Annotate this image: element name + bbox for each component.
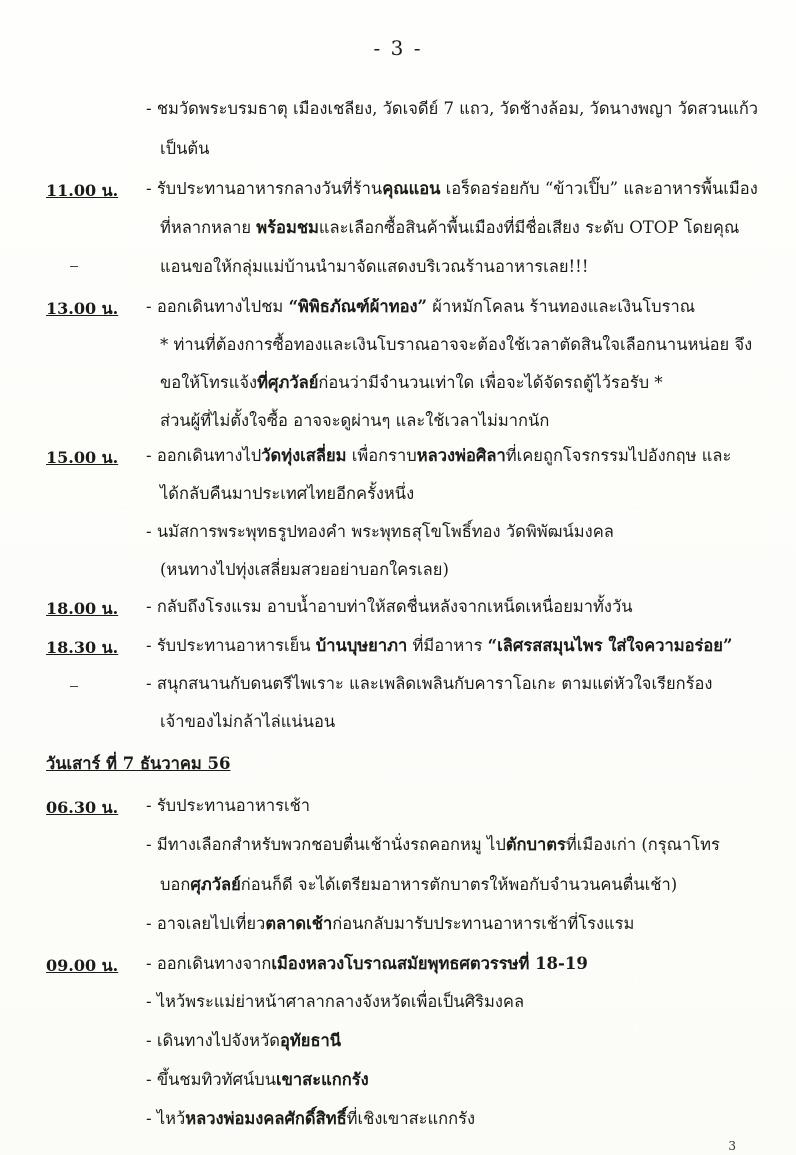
emphasis-text: ตลาดเช้า: [265, 914, 333, 933]
emphasis-text: เมืองหลวงโบราณสมัยพุทธศตวรรษที่ 18-19: [271, 954, 588, 973]
emphasis-text: “เลิศรสสมุนไพร ใส่ใจความอร่อย”: [487, 636, 733, 655]
itinerary-line: [160, 410, 549, 432]
itinerary-line: [146, 178, 758, 200]
itinerary-line: [160, 334, 752, 356]
page-number: - 3 -: [373, 36, 423, 60]
time-label: 18.30 น.: [46, 638, 119, 657]
line-text: - ออกเดินทางไป: [146, 446, 262, 465]
line-text: เจ้าของไม่กล้าไล่แน่นอน: [160, 712, 336, 731]
line-text: ผ้าหมักโคลน ร้านทองและเงินโบราณ: [427, 297, 696, 316]
emphasis-text: บ้านบุษยาภา: [315, 636, 408, 655]
itinerary-line: [146, 521, 614, 543]
line-text: - กลับถึงโรงแรม อาบน้ำอาบท่าให้สดชื่นหลังจากเหน็ดเหนื่อยมาทั้งวัน: [146, 597, 633, 616]
line-text: บอก: [160, 875, 191, 894]
emphasis-text: ศุภวัลย์: [190, 875, 241, 894]
line-text: * ท่านที่ต้องการซื้อทองและเงินโบราณอาจจะต้องใช้เวลาตัดสินใจเลือกนานหน่อย จึง: [160, 335, 753, 354]
line-text: ที่เชิงเขาสะแกกรัง: [346, 1109, 476, 1128]
itinerary-line: [146, 795, 310, 817]
itinerary-line: [160, 138, 209, 160]
emphasis-text: เขาสะแกกรัง: [275, 1070, 369, 1089]
line-text: และเลือกซื้อสินค้าพื้นเมืองที่มีชื่อเสียง ระดับ OTOP โดยคุณ: [318, 218, 740, 237]
line-text: ที่มีอาหาร: [407, 636, 488, 655]
line-text: เพื่อกราบ: [346, 446, 417, 465]
itinerary-line: [146, 296, 695, 318]
line-text: - สนุกสนานกับดนตรีไพเราะ และเพลิดเพลินกับคาราโอเกะ ตามแต่หัวใจเรียกร้อง: [146, 674, 713, 693]
line-text: ก่อนก็ดี จะได้เตรียมอาหารตักบาตรให้พอกับจำนวนคนตื่นเช้า): [240, 875, 678, 894]
line-text: - ออกเดินทางจาก: [146, 954, 272, 973]
line-text: - รับประทานอาหารเช้า: [146, 796, 311, 815]
itinerary-line: [146, 1069, 369, 1091]
itinerary-line: [160, 711, 335, 733]
emphasis-text: พร้อมชม: [256, 218, 319, 237]
emphasis-text: ที่ศุภวัลย์: [257, 373, 319, 392]
corner-page-mark: 3: [728, 1139, 736, 1153]
emphasis-text: วัดทุ่งเสลี่ยม: [261, 446, 347, 465]
line-text: ที่หลากหลาย: [160, 218, 257, 237]
stray-mark: [70, 266, 78, 267]
emphasis-text: ตักบาตร: [505, 835, 566, 854]
date-heading: วันเสาร์ ที่ 7 ธันวาคม 56: [46, 754, 231, 773]
line-text: ส่วนผู้ที่ไม่ตั้งใจซื้อ อาจจะดูผ่านๆ และใช้เวลาไม่มากนัก: [160, 411, 550, 430]
itinerary-line: [160, 483, 414, 505]
line-text: เอร็ดอร่อยกับ “ข้าวเปิ๊บ” และอาหารพื้นเมือง: [440, 179, 758, 198]
line-text: ที่เคยถูกโจรกรรมไปอังกฤษ และ: [505, 446, 732, 465]
line-text: ก่อนกลับมารับประทานอาหารเช้าที่โรงแรม: [332, 914, 635, 933]
line-text: - มีทางเลือกสำหรับพวกชอบตื่นเช้านั่งรถคอกหมู ไป: [146, 835, 506, 854]
line-text: - เดินทางไปจังหวัด: [146, 1031, 281, 1050]
line-text: - อาจเลยไปเที่ยว: [146, 914, 266, 933]
itinerary-line: [146, 834, 720, 856]
itinerary-line: [146, 98, 758, 120]
time-label: 09.00 น.: [46, 956, 119, 975]
emphasis-text: “พิพิธภัณฑ์ผ้าทอง”: [288, 297, 428, 316]
emphasis-text: หลวงพ่อศิลา: [416, 446, 506, 465]
line-text: ได้กลับคืนมาประเทศไทยอีกครั้งหนึ่ง: [160, 484, 415, 503]
itinerary-line: [146, 596, 633, 618]
time-label: 06.30 น.: [46, 798, 119, 817]
itinerary-line: [160, 372, 663, 394]
time-label: 15.00 น.: [46, 448, 119, 467]
itinerary-line: [146, 673, 712, 695]
line-text: (หนทางไปทุ่งเสลี่ยมสวยอย่าบอกใครเลย): [160, 560, 449, 579]
time-label: 11.00 น.: [46, 181, 119, 200]
itinerary-line: [160, 874, 677, 896]
line-text: - รับประทานอาหารกลางวันที่ร้าน: [146, 179, 383, 198]
line-text: ขอให้โทรแจ้ง: [160, 373, 258, 392]
time-label: 13.00 น.: [46, 299, 119, 318]
line-text: - ชมวัดพระบรมธาตุ เมืองเชลียง, วัดเจดีย์ 7 แถว, วัดช้างล้อม, วัดนางพญา วัดสวนแก้ว: [146, 99, 759, 118]
itinerary-line: [146, 445, 731, 467]
line-text: - นมัสการพระพุทธรูปทองคำ พระพุทธสุโขโพธิ์ทอง วัดพิพัฒน์มงคล: [146, 522, 614, 541]
line-text: - ออกเดินทางไปชม: [146, 297, 289, 316]
itinerary-line: [146, 1030, 341, 1052]
itinerary-line: [146, 1108, 475, 1130]
emphasis-text: คุณแอน: [382, 179, 441, 198]
line-text: - รับประทานอาหารเย็น: [146, 636, 316, 655]
itinerary-line: [146, 991, 524, 1013]
line-text: - ไหว้: [146, 1109, 186, 1128]
line-text: แอนขอให้กลุ่มแม่บ้านนำมาจัดแสดงบริเวณร้านอาหารเลย!!!: [160, 257, 589, 276]
itinerary-line: [160, 559, 449, 581]
itinerary-line: [146, 635, 732, 657]
stray-mark: [70, 686, 78, 687]
itinerary-line: [160, 217, 739, 239]
itinerary-line: [146, 953, 588, 975]
itinerary-line: [146, 913, 634, 935]
line-text: เป็นต้น: [160, 139, 210, 158]
line-text: - ไหว้พระแม่ย่าหน้าศาลากลางจังหวัดเพื่อเป็นศิริมงคล: [146, 992, 525, 1011]
line-text: ก่อนว่ามีจำนวนเท่าใด เพื่อจะได้จัดรถตู้ไว้รอรับ *: [318, 373, 663, 392]
emphasis-text: อุทัยธานี: [280, 1031, 342, 1050]
time-label: 18.00 น.: [46, 599, 119, 618]
itinerary-line: [160, 256, 588, 278]
line-text: - ขึ้นชมทิวทัศน์บน: [146, 1070, 276, 1089]
line-text: ที่เมืองเก่า (กรุณาโทร: [565, 835, 720, 854]
emphasis-text: หลวงพ่อมงคลศักดิ์สิทธิ์: [185, 1109, 347, 1128]
